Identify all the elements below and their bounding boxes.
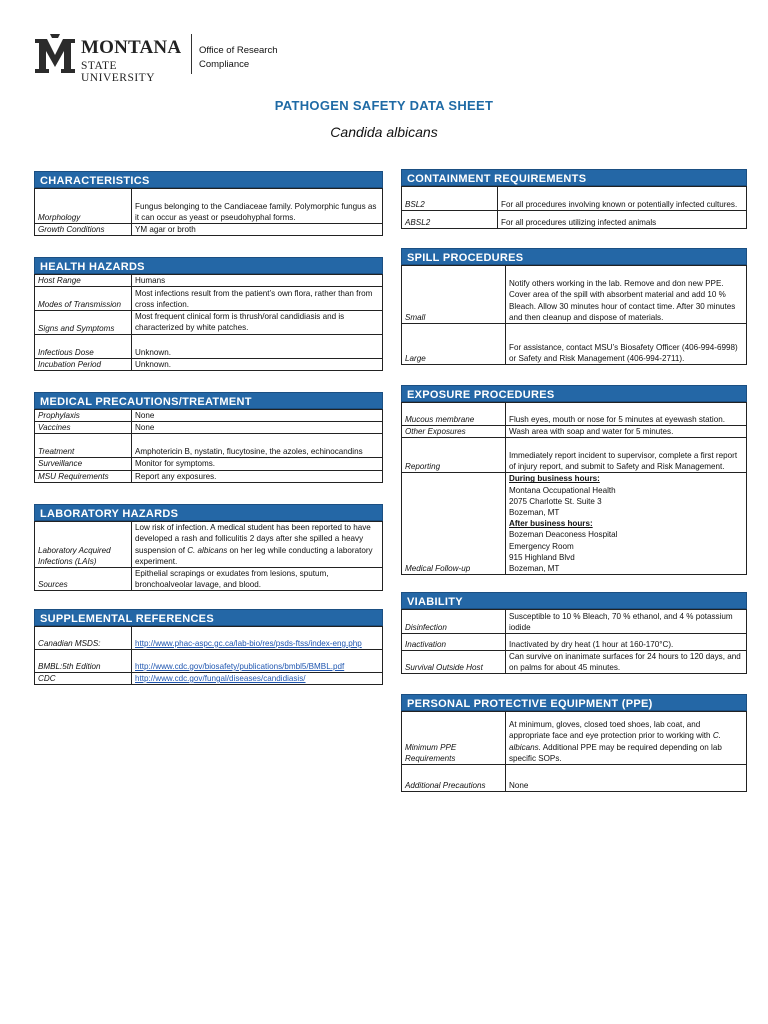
msu-logo	[33, 33, 188, 84]
characteristics-table	[34, 188, 383, 236]
row-label: Incubation Period	[35, 359, 132, 371]
medical-heading: MEDICAL PRECAUTIONS/TREATMENT	[34, 392, 383, 409]
row-value: Monitor for symptoms.	[132, 458, 383, 470]
health-hazards-section	[34, 257, 383, 371]
row-label: Morphology	[35, 189, 132, 224]
row-value: For all procedures utilizing infected animals	[498, 211, 747, 229]
table-row	[402, 426, 747, 438]
row-value: None	[132, 410, 383, 422]
table-row	[35, 458, 383, 470]
table-row	[402, 712, 747, 765]
during-line: Bozeman, MT	[509, 507, 560, 517]
row-value	[132, 627, 383, 650]
office-line2: Compliance	[199, 58, 250, 70]
characteristics-section	[34, 171, 383, 236]
row-label: Canadian MSDS:	[35, 627, 132, 650]
table-row	[402, 403, 747, 426]
viability-heading: VIABILITY	[401, 592, 747, 609]
table-row	[402, 634, 747, 651]
row-label: Minimum PPE Requirements	[402, 712, 506, 765]
row-label: Laboratory Acquired Infections (LAIs)	[35, 522, 132, 568]
lab-hazards-section	[34, 504, 383, 591]
containment-table	[401, 186, 747, 229]
row-label: Mucous membrane	[402, 403, 506, 426]
table-row	[35, 287, 383, 311]
row-value: Susceptible to 10 % Bleach, 70 % ethanol, and 4 % potassium iodide	[506, 610, 747, 634]
document-subtitle: Candida albicans	[330, 124, 438, 140]
after-line: Bozeman Deaconess Hospital	[509, 530, 618, 540]
row-value: Epithelial scrapings or exudates from lesions, sputum, bronchoalveolar lavage, and blood.	[132, 568, 383, 591]
row-label: Modes of Transmission	[35, 287, 132, 311]
exposure-table	[401, 402, 747, 575]
containment-section	[401, 169, 747, 229]
row-value	[506, 712, 747, 765]
row-label: Prophylaxis	[35, 410, 132, 422]
table-row	[35, 650, 383, 673]
office-line1: Office of Research	[199, 45, 278, 56]
row-label: Infectious Dose	[35, 335, 132, 359]
row-value	[506, 473, 747, 575]
health-hazards-table	[34, 274, 383, 371]
row-label: Small	[402, 266, 506, 324]
row-label: Treatment	[35, 434, 132, 458]
spill-section	[401, 248, 747, 365]
ppe-heading: PERSONAL PROTECTIVE EQUIPMENT (PPE)	[401, 694, 747, 711]
ppe-text-2: Additional PPE may be required depending on lab specific SOPs.	[509, 742, 722, 763]
spill-table	[401, 265, 747, 365]
row-label: Surveillance	[35, 458, 132, 470]
table-row	[35, 335, 383, 359]
row-label: Disinfection	[402, 610, 506, 634]
row-label: Additional Precautions	[402, 765, 506, 792]
table-row	[35, 410, 383, 422]
table-row	[402, 473, 747, 575]
office-name	[199, 44, 278, 71]
containment-heading: CONTAINMENT REQUIREMENTS	[401, 169, 747, 186]
row-value	[132, 650, 383, 673]
table-row	[35, 434, 383, 458]
lai-text-1: Low risk of infection. A medical student has been reported to have developed a rash and folliculitis 2 days after she spilled a heavy suspension of	[135, 523, 371, 555]
row-value: For all procedures involving known or potentially infected cultures.	[498, 187, 747, 211]
spill-heading: SPILL PROCEDURES	[401, 248, 747, 265]
table-row	[402, 324, 747, 365]
row-value: Unknown.	[132, 335, 383, 359]
row-label: Inactivation	[402, 634, 506, 651]
row-label: Large	[402, 324, 506, 365]
row-value: Inactivated by dry heat (1 hour at 160-170°C).	[506, 634, 747, 651]
row-value: Humans	[132, 275, 383, 287]
logo-name-line2: STATE UNIVERSITY	[81, 60, 155, 84]
row-value: Most infections result from the patient’s own flora, rather than from cross infection.	[132, 287, 383, 311]
table-row	[35, 422, 383, 434]
msu-m-icon	[33, 33, 77, 75]
row-value: Can survive on inanimate surfaces for 24 hours to 120 days, and on palms for about 45 minutes.	[506, 651, 747, 674]
characteristics-heading: CHARACTERISTICS	[34, 171, 383, 188]
row-value: Wash area with soap and water for 5 minutes.	[506, 426, 747, 438]
after-line: Bozeman, MT	[509, 564, 560, 573]
table-row	[402, 211, 747, 229]
table-row	[402, 266, 747, 324]
exposure-heading: EXPOSURE PROCEDURES	[401, 385, 747, 402]
row-value: Amphotericin B, nystatin, flucytosine, the azoles, echinocandins	[132, 434, 383, 458]
table-row	[35, 224, 383, 236]
table-row	[35, 568, 383, 591]
canadian-msds-link[interactable]: http://www.phac-aspc.gc.ca/lab-bio/res/psds-ftss/index-eng.php	[135, 638, 362, 648]
row-value: None	[506, 765, 747, 792]
health-hazards-heading: HEALTH HAZARDS	[34, 257, 383, 274]
table-row	[35, 359, 383, 371]
table-row	[402, 610, 747, 634]
ppe-organism: C. albicans.	[509, 731, 721, 752]
row-label: Vaccines	[35, 422, 132, 434]
during-line: Montana Occupational Health	[509, 485, 616, 495]
row-label: Survival Outside Host	[402, 651, 506, 674]
during-line: 2075 Charlotte St. Suite 3	[509, 496, 602, 506]
lab-hazards-table	[34, 521, 383, 591]
references-heading: SUPPLEMENTAL REFERENCES	[34, 609, 383, 626]
row-label: Signs and Symptoms	[35, 311, 132, 335]
row-value: Most frequent clinical form is thrush/oral candidiasis and is characterized by white patches.	[132, 311, 383, 335]
exposure-section	[401, 385, 747, 575]
table-row	[402, 765, 747, 792]
lai-organism: C. albicans	[187, 545, 228, 555]
after-line: 915 Highland Blvd	[509, 552, 575, 562]
ppe-section	[401, 694, 747, 792]
after-line: Emergency Room	[509, 541, 574, 551]
lai-text-2: on her leg while conducting a laboratory experiment.	[135, 545, 373, 566]
after-hours-heading: After business hours:	[509, 519, 593, 529]
lab-hazards-heading: LABORATORY HAZARDS	[34, 504, 383, 521]
row-label: ABSL2	[402, 211, 498, 229]
table-row	[402, 438, 747, 473]
row-label: Other Exposures	[402, 426, 506, 438]
medical-table	[34, 409, 383, 483]
row-label: Sources	[35, 568, 132, 591]
row-label: BMBL:5th Edition	[35, 650, 132, 673]
row-value: For assistance, contact MSU’s Biosafety Officer (406-994-6998) or Safety and Risk Management (406-994-2711).	[506, 324, 747, 365]
table-row	[402, 187, 747, 211]
row-label: Host Range	[35, 275, 132, 287]
ppe-text-1: At minimum, gloves, closed toed shoes, lab coat, and appropriate face and eye protection prior to working with	[509, 720, 713, 741]
document-title: PATHOGEN SAFETY DATA SHEET	[274, 98, 494, 113]
table-row	[35, 673, 383, 685]
viability-section	[401, 592, 747, 674]
row-value: None	[132, 422, 383, 434]
table-row	[35, 189, 383, 224]
medical-section	[34, 392, 383, 483]
table-row	[35, 627, 383, 650]
row-label: BSL2	[402, 187, 498, 211]
table-row	[402, 651, 747, 674]
row-label: CDC	[35, 673, 132, 685]
row-value: Notify others working in the lab. Remove and don new PPE. Cover area of the spill with absorbent material and add 10 % Bleach. Allow 30 minutes hour of contact time. After 30 minutes and then cleanup and dispose of materials.	[506, 266, 747, 324]
bmbl-link[interactable]: http://www.cdc.gov/biosafety/publications/bmbl5/BMBL.pdf	[135, 661, 345, 671]
references-table	[34, 626, 383, 685]
during-hours-heading: During business hours:	[509, 474, 600, 484]
row-value: Flush eyes, mouth or nose for 5 minutes at eyewash station.	[506, 403, 747, 426]
cdc-link[interactable]: http://www.cdc.gov/fungal/diseases/candidiasis/	[135, 674, 306, 683]
row-value: Immediately report incident to supervisor, complete a first report of injury report, and submit to Safety and Risk Management.	[506, 438, 747, 473]
row-value: YM agar or broth	[132, 224, 383, 236]
table-row	[35, 470, 383, 482]
ppe-table	[401, 711, 747, 792]
table-row	[35, 311, 383, 335]
viability-table	[401, 609, 747, 674]
logo-name-line1: MONTANA	[81, 37, 182, 58]
table-row	[35, 522, 383, 568]
row-value	[132, 522, 383, 568]
references-section	[34, 609, 383, 685]
row-value	[132, 673, 383, 685]
row-label: Medical Follow-up	[402, 473, 506, 575]
row-value: Report any exposures.	[132, 470, 383, 482]
row-label: Reporting	[402, 438, 506, 473]
row-value: Fungus belonging to the Candiaceae family. Polymorphic fungus as it can occur as yeast or pseudohyphal forms.	[132, 189, 383, 224]
row-label: Growth Conditions	[35, 224, 132, 236]
table-row	[35, 275, 383, 287]
row-value: Unknown.	[132, 359, 383, 371]
header-divider	[191, 34, 192, 74]
row-label: MSU Requirements	[35, 470, 132, 482]
